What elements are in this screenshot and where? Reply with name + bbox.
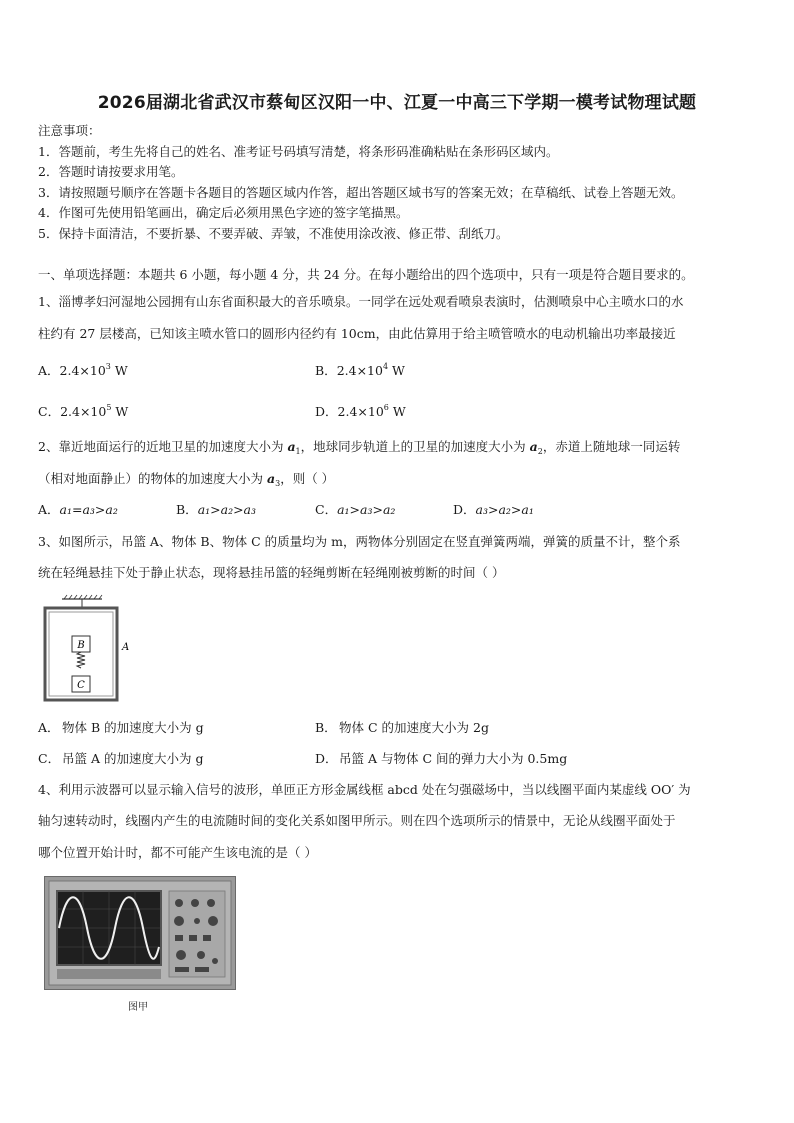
question-1-line: 1、淄博孝妇河湿地公园拥有山东省面积最大的音乐喷泉。一同学在远处观看喷泉表演时，估测喷泉中心主喷水口的水 bbox=[38, 294, 684, 309]
q1-option-d: D．$2.4\times 10^6$ W bbox=[315, 403, 406, 419]
notice-item: 4．作图可先使用铅笔画出，确定后必须用黑色字迹的签字笔描黑。 bbox=[38, 205, 409, 220]
q1-option-b: B．$2.4\times 10^4$ W bbox=[315, 362, 405, 378]
question-2-line: 2、靠近地面运行的近地卫星的加速度大小为 $a_1$，地球同步轨道上的卫星的加速度大小为 $a_2$，赤道上随地球一同运转 bbox=[38, 439, 681, 456]
q2-option-b: B．a₁>a₂>a₃ bbox=[176, 502, 257, 517]
q3-option-a-text: 物体 B 的加速度大小为 g bbox=[62, 720, 204, 735]
question-1-line: 柱约有 27 层楼高，已知该主喷水管口的圆形内径约有 10cm，由此估算用于给主喷管喷水的电动机输出功率最接近 bbox=[38, 326, 676, 341]
q3-option-c-text: 吊篮 A 的加速度大小为 g bbox=[62, 751, 204, 766]
notice-item: 3．请按照题号顺序在答题卡各题目的答题区域内作答，超出答题区域书写的答案无效；在草稿纸、试卷上答题无效。 bbox=[38, 185, 684, 200]
oscilloscope-photo bbox=[44, 876, 236, 990]
q3-option-b: B． bbox=[315, 720, 337, 735]
question-3-line: 3、如图所示，吊篮 A、物体 B、物体 C 的质量均为 m，两物体分别固定在竖直弹簧两端，弹簧的质量不计，整个系 bbox=[38, 534, 681, 549]
question-4-line: 4、利用示波器可以显示输入信号的波形，单匝正方形金属线框 abcd 处在匀强磁场中，当以线圈平面内某虚线 OO′ 为 bbox=[38, 782, 691, 797]
q3-option-d: D． bbox=[315, 751, 338, 766]
page-title: 2026届湖北省武汉市蔡甸区汉阳一中、江夏一中高三下学期一模考试物理试题 bbox=[97, 93, 697, 113]
notice-item: 1．答题前，考生先将自己的姓名、准考证号码填写清楚，将条形码准确粘贴在条形码区域内。 bbox=[38, 144, 559, 159]
figure-caption: 图甲 bbox=[128, 1002, 148, 1013]
notice-item: 2．答题时请按要求用笔。 bbox=[38, 164, 184, 179]
q1-option-a: A．$2.4\times 10^3$ W bbox=[38, 362, 128, 378]
question-2-line: （相对地面静止）的物体的加速度大小为 $a_3$，则（ ） bbox=[38, 471, 335, 488]
question-3-line: 统在轻绳悬挂下处于静止状态，现将悬挂吊篮的轻绳剪断在轻绳刚被剪断的时间（ ） bbox=[38, 565, 505, 580]
q3-option-a: A． bbox=[38, 720, 60, 735]
notice-heading: 注意事项： bbox=[38, 123, 101, 138]
q3-option-d-text: 吊篮 A 与物体 C 间的弹力大小为 0.5mg bbox=[339, 751, 568, 766]
question-4-line: 哪个位置开始计时，都不可能产生该电流的是（ ） bbox=[38, 845, 317, 860]
label-b: B bbox=[77, 640, 85, 651]
basket-spring-figure bbox=[40, 594, 140, 704]
q1-option-c: C．$2.4\times 10^5$ W bbox=[38, 403, 129, 419]
label-c: C bbox=[77, 680, 85, 691]
notice-item: 5．保持卡面清洁，不要折暴、不要弄破、弄皱，不准使用涂改液、修正带、刮纸刀。 bbox=[38, 226, 509, 241]
q2-option-d: D．a₃>a₂>a₁ bbox=[453, 502, 534, 517]
q2-option-c: C．a₁>a₃>a₂ bbox=[315, 502, 396, 517]
label-a: A bbox=[122, 642, 130, 653]
question-4-line: 轴匀速转动时，线圈内产生的电流随时间的变化关系如图甲所示。则在四个选项所示的情景中，无论从线圈平面处于 bbox=[38, 813, 676, 828]
section-heading: 一、单项选择题：本题共 6 小题，每小题 4 分，共 24 分。在每小题给出的四个选项中，只有一项是符合题目要求的。 bbox=[38, 267, 694, 282]
q3-option-c: C． bbox=[38, 751, 61, 766]
q3-option-b-text: 物体 C 的加速度大小为 2g bbox=[339, 720, 489, 735]
q2-option-a: A．a₁=a₃>a₂ bbox=[38, 502, 118, 517]
